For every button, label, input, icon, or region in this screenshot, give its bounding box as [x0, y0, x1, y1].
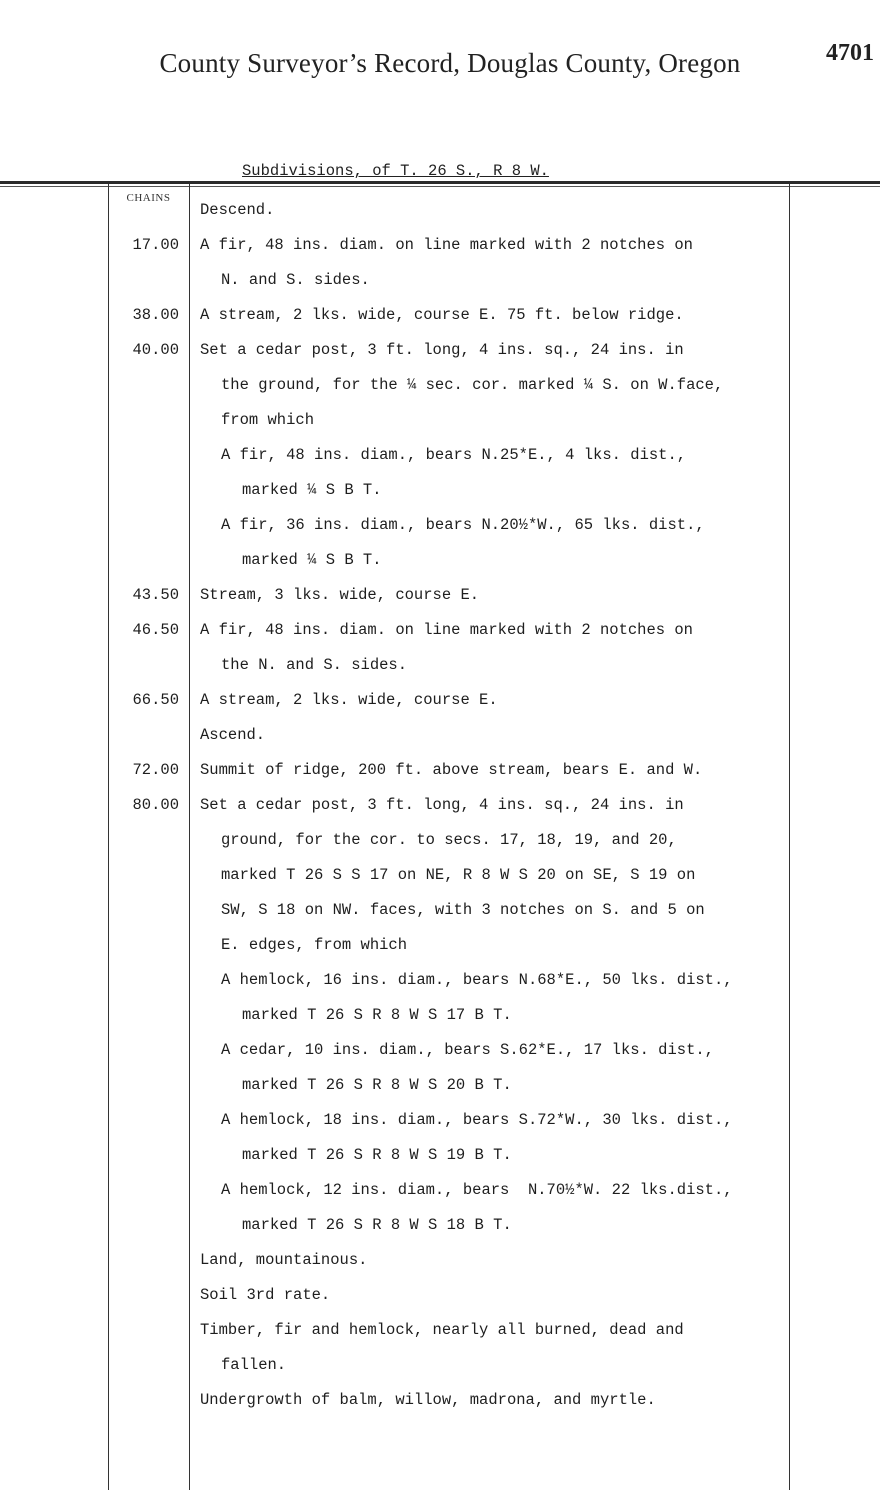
note-text: marked T 26 S S 17 on NE, R 8 W S 20 on SE, S 19 on — [221, 866, 696, 884]
note-text: A cedar, 10 ins. diam., bears S.62*E., 17 lks. dist., — [221, 1041, 714, 1059]
note-text: Ascend. — [200, 726, 266, 744]
note-text: Timber, fir and hemlock, nearly all burned, dead and — [200, 1321, 684, 1339]
note-text: A hemlock, 12 ins. diam., bears N.70½*W. 22 lks.dist., — [221, 1181, 733, 1199]
chain-value: 72.00 — [132, 761, 179, 779]
note-text: marked ¼ S B T. — [242, 481, 382, 499]
table-row — [0, 193, 880, 228]
note-text: A hemlock, 16 ins. diam., bears N.68*E., 50 lks. dist., — [221, 971, 733, 989]
table-top-rule — [0, 181, 880, 184]
table-row — [0, 473, 880, 508]
table-row — [0, 368, 880, 403]
table-row — [0, 298, 880, 333]
note-text: A fir, 48 ins. diam. on line marked with 2 notches on — [200, 236, 693, 254]
note-text: the ground, for the ¼ sec. cor. marked ¼ S. on W.face, — [221, 376, 724, 394]
chain-value: 66.50 — [132, 691, 179, 709]
table-row — [0, 263, 880, 298]
table-row — [0, 788, 880, 823]
table-row — [0, 928, 880, 963]
chains-column-header: CHAINS — [126, 192, 171, 204]
note-text: A stream, 2 lks. wide, course E. — [200, 691, 498, 709]
table-row — [0, 1208, 880, 1243]
table-top-rule-thin — [0, 186, 880, 187]
table-row — [0, 963, 880, 998]
table-row — [0, 648, 880, 683]
note-text: marked T 26 S R 8 W S 18 B T. — [242, 1216, 512, 1234]
note-text: marked ¼ S B T. — [242, 551, 382, 569]
note-text: marked T 26 S R 8 W S 19 B T. — [242, 1146, 512, 1164]
chain-value: 46.50 — [132, 621, 179, 639]
note-text: Undergrowth of balm, willow, madrona, and myrtle. — [200, 1391, 656, 1409]
note-text: fallen. — [221, 1356, 287, 1374]
table-row — [0, 858, 880, 893]
note-text: E. edges, from which — [221, 936, 408, 954]
note-text: A fir, 48 ins. diam. on line marked with 2 notches on — [200, 621, 693, 639]
table-row — [0, 823, 880, 858]
table-row — [0, 1313, 880, 1348]
table-row — [0, 333, 880, 368]
table-row — [0, 578, 880, 613]
note-text: Set a cedar post, 3 ft. long, 4 ins. sq., 24 ins. in — [200, 796, 684, 814]
note-text: Set a cedar post, 3 ft. long, 4 ins. sq., 24 ins. in — [200, 341, 684, 359]
table-row — [0, 753, 880, 788]
note-text: from which — [221, 411, 315, 429]
page-title: County Surveyor’s Record, Douglas County, Oregon — [159, 48, 741, 78]
note-text: Soil 3rd rate. — [200, 1286, 331, 1304]
note-text: Stream, 3 lks. wide, course E. — [200, 586, 480, 604]
table-row — [0, 1173, 880, 1208]
note-text: A hemlock, 18 ins. diam., bears S.72*W., 30 lks. dist., — [221, 1111, 733, 1129]
note-text: marked T 26 S R 8 W S 20 B T. — [242, 1076, 512, 1094]
chain-value: 43.50 — [132, 586, 179, 604]
table-row — [0, 1033, 880, 1068]
page-number: 4701 — [826, 40, 874, 66]
note-text: Descend. — [200, 201, 275, 219]
table-row — [0, 1278, 880, 1313]
survey-notes-table — [0, 193, 880, 1418]
note-text: N. and S. sides. — [221, 271, 370, 289]
table-row — [0, 1383, 880, 1418]
note-text: Summit of ridge, 200 ft. above stream, bears E. and W. — [200, 761, 703, 779]
note-text: Land, mountainous. — [200, 1251, 368, 1269]
table-row — [0, 683, 880, 718]
chain-value: 40.00 — [132, 341, 179, 359]
table-row — [0, 1103, 880, 1138]
note-text: A fir, 36 ins. diam., bears N.20½*W., 65 lks. dist., — [221, 516, 705, 534]
table-row — [0, 893, 880, 928]
table-row — [0, 228, 880, 263]
table-row — [0, 1138, 880, 1173]
table-row — [0, 438, 880, 473]
table-row — [0, 613, 880, 648]
note-text: A fir, 48 ins. diam., bears N.25*E., 4 lks. dist., — [221, 446, 687, 464]
note-text: marked T 26 S R 8 W S 17 B T. — [242, 1006, 512, 1024]
chain-value: 80.00 — [132, 796, 179, 814]
table-row — [0, 1348, 880, 1383]
table-row — [0, 1068, 880, 1103]
note-text: the N. and S. sides. — [221, 656, 408, 674]
chain-value: 17.00 — [132, 236, 179, 254]
note-text: A stream, 2 lks. wide, course E. 75 ft. below ridge. — [200, 306, 684, 324]
table-row — [0, 1243, 880, 1278]
table-row — [0, 718, 880, 753]
table-row — [0, 998, 880, 1033]
table-row — [0, 543, 880, 578]
table-row — [0, 403, 880, 438]
chain-value: 38.00 — [132, 306, 179, 324]
note-text: SW, S 18 on NW. faces, with 3 notches on S. and 5 on — [221, 901, 705, 919]
table-row — [0, 508, 880, 543]
section-subtitle: Subdivisions, of T. 26 S., R 8 W. — [242, 162, 549, 180]
note-text: ground, for the cor. to secs. 17, 18, 19, and 20, — [221, 831, 677, 849]
